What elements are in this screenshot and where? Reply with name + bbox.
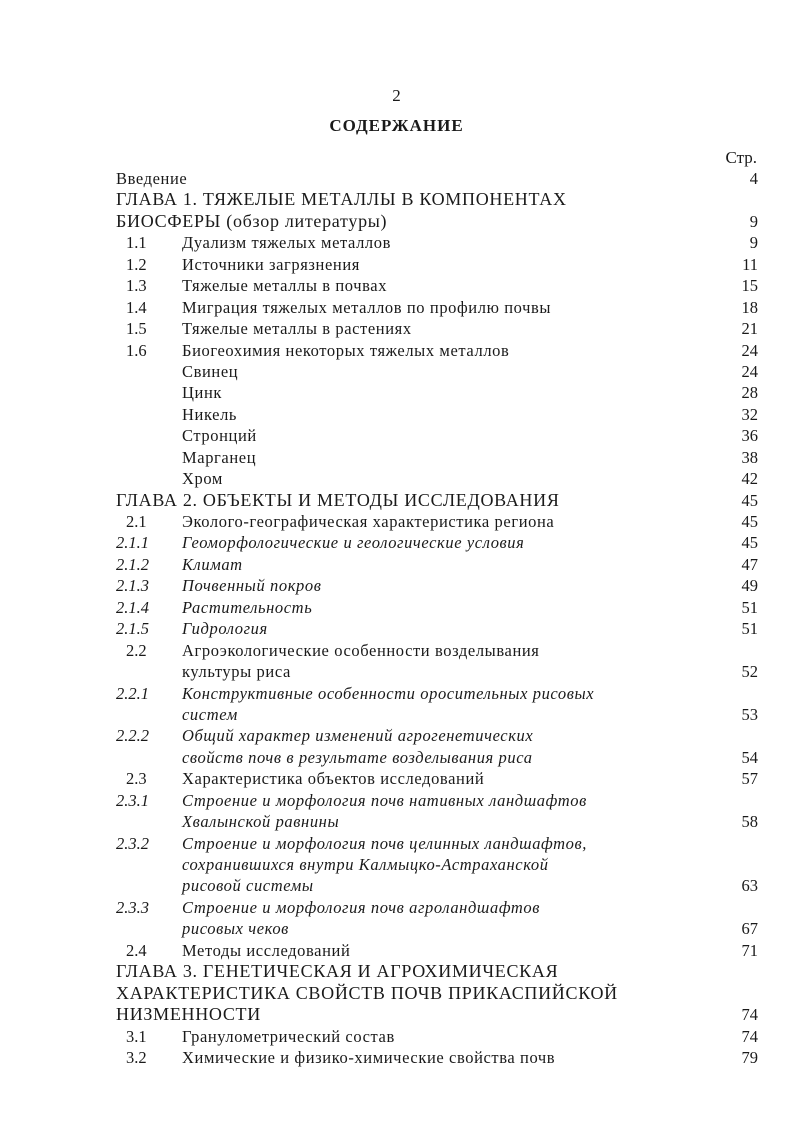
toc-entry-title: Гранулометрический состав [182, 1026, 395, 1046]
toc-entry-line [0, 425, 793, 446]
toc-entry-title: Хром [182, 469, 223, 489]
toc-entry-title: Эколого-географическая характеристика региона [182, 512, 555, 531]
toc-entry-title: рисовой системы [182, 876, 314, 896]
toc-entry-number: 2.1 [126, 512, 147, 531]
toc-entry-page: 11 [742, 254, 758, 274]
toc-entry-line [0, 811, 793, 832]
toc-entry-page: 24 [741, 361, 758, 381]
toc-entry-page: 15 [741, 276, 758, 296]
toc-entry-line [0, 468, 793, 489]
table-of-contents [0, 168, 793, 1068]
toc-entry-page: 45 [741, 533, 758, 553]
toc-entry-title: Общий характер изменений агрогенетических [182, 726, 534, 746]
toc-entry-page: 54 [741, 747, 758, 767]
toc-entry-page: 24 [741, 340, 758, 360]
toc-entry-number: 2.3.3 [116, 897, 149, 917]
toc-entry-title: Агроэкологические особенности возделывания [182, 640, 540, 660]
page-number: 2 [392, 86, 401, 105]
toc-entry-number: 1.2 [126, 254, 147, 274]
toc-entry-page: 74 [741, 1026, 758, 1046]
toc-entry-title: ГЛАВА 3. ГЕНЕТИЧЕСКАЯ И АГРОХИМИЧЕСКАЯ [116, 961, 559, 982]
toc-entry-number: 2.1.2 [116, 554, 149, 574]
toc-entry-page: 67 [741, 919, 758, 939]
toc-entry-number: 3.1 [126, 1026, 147, 1046]
toc-entry-page: 58 [741, 812, 758, 832]
toc-entry-line [0, 725, 793, 746]
toc-entry-line [0, 640, 793, 661]
toc-entry-page: 51 [741, 619, 758, 639]
toc-entry-title: рисовых чеков [182, 919, 289, 939]
toc-entry-line [0, 854, 793, 875]
toc-entry-page: 36 [741, 426, 758, 446]
toc-entry-title: Миграция тяжелых металлов по профилю почвы [182, 297, 552, 317]
toc-entry-line [0, 554, 793, 575]
toc-entry-line [0, 254, 793, 275]
toc-entry-page: 52 [741, 662, 758, 682]
toc-entry-title: Строение и морфология почв целинных ландшафтов, [182, 833, 588, 853]
toc-entry-title: ХАРАКТЕРИСТИКА СВОЙСТВ ПОЧВ ПРИКАСПИЙСКОЙ [116, 982, 618, 1003]
toc-entry-line [0, 168, 793, 189]
toc-entry-title: систем [182, 704, 238, 724]
toc-entry-title: Гидрология [182, 619, 268, 639]
toc-entry-page: 32 [741, 404, 758, 424]
toc-entry-page: 45 [741, 512, 758, 531]
toc-entry-title: Тяжелые металлы в растениях [182, 319, 412, 339]
toc-entry-number: 2.3.1 [116, 790, 149, 810]
toc-entry-line [0, 768, 793, 789]
toc-entry-page: 51 [741, 597, 758, 617]
toc-entry-page: 74 [741, 1005, 758, 1025]
toc-entry-line [0, 232, 793, 253]
toc-entry-line [0, 747, 793, 768]
toc-entry-page: 49 [741, 576, 758, 596]
toc-entry-line [0, 897, 793, 918]
toc-entry-line [0, 940, 793, 961]
toc-entry-title: ГЛАВА 1. ТЯЖЕЛЫЕ МЕТАЛЛЫ В КОМПОНЕНТАХ [116, 189, 567, 210]
toc-entry-page: 18 [741, 297, 758, 317]
toc-entry-number: 2.2 [126, 640, 147, 660]
toc-entry-number: 2.2.1 [116, 683, 149, 703]
toc-entry-line [0, 404, 793, 425]
toc-entry-number: 2.1.5 [116, 619, 149, 639]
toc-entry-line [0, 790, 793, 811]
toc-entry-title: Биогеохимия некоторых тяжелых металлов [182, 340, 510, 360]
toc-entry-page: 63 [741, 876, 758, 896]
toc-entry-title: Почвенный покров [182, 576, 322, 596]
toc-entry-page: 9 [749, 233, 758, 253]
toc-entry-line [0, 618, 793, 639]
toc-entry-page: 45 [741, 490, 758, 510]
toc-entry-line [0, 490, 793, 511]
toc-entry-title: Строение и морфология почв агроландшафтов [182, 897, 541, 917]
toc-entry-line [0, 340, 793, 361]
toc-entry-number: 1.4 [126, 297, 147, 317]
toc-entry-page: 4 [749, 169, 758, 188]
toc-entry-number: 2.4 [126, 940, 147, 960]
toc-entry-line [0, 961, 793, 982]
toc-entry-page: 57 [741, 769, 758, 789]
toc-entry-page: 9 [749, 211, 758, 231]
toc-entry-number: 2.3 [126, 769, 147, 789]
toc-entry-title: Марганец [182, 447, 257, 467]
toc-entry-title: культуры риса [182, 662, 291, 682]
toc-entry-title: Климат [182, 554, 243, 574]
toc-entry-line [0, 1004, 793, 1025]
toc-entry-line [0, 875, 793, 896]
toc-entry-title: Хвалынской равнины [182, 812, 340, 832]
toc-entry-page: 53 [741, 704, 758, 724]
toc-entry-title: Тяжелые металлы в почвах [182, 276, 388, 296]
toc-entry-title: Стронций [182, 426, 257, 446]
toc-entry-number: 2.1.1 [116, 533, 149, 553]
toc-entry-line [0, 575, 793, 596]
toc-entry-title: ГЛАВА 2. ОБЪЕКТЫ И МЕТОДЫ ИССЛЕДОВАНИЯ [116, 489, 560, 510]
toc-entry-title: свойств почв в результате возделывания риса [182, 747, 533, 767]
toc-entry-line [0, 511, 793, 532]
toc-entry-title: Строение и морфология почв нативных ландшафтов [182, 790, 587, 810]
toc-entry-line [0, 318, 793, 339]
toc-entry-title: Конструктивные особенности оросительных рисовых [182, 683, 595, 703]
toc-entry-line [0, 211, 793, 232]
toc-entry-title: НИЗМЕННОСТИ [116, 1004, 261, 1025]
toc-entry-line [0, 275, 793, 296]
toc-entry-number: 1.5 [126, 319, 147, 339]
toc-entry-title: Источники загрязнения [182, 254, 360, 274]
toc-entry-title: Дуализм тяжелых металлов [182, 233, 392, 253]
toc-entry-line [0, 918, 793, 939]
toc-entry-page: 47 [741, 554, 758, 574]
toc-entry-number: 1.3 [126, 276, 147, 296]
toc-entry-title: Введение [116, 169, 188, 188]
toc-entry-title: Методы исследований [182, 940, 351, 960]
toc-entry-page: 71 [741, 940, 758, 960]
toc-entry-title: Цинк [182, 383, 222, 403]
toc-entry-line [0, 683, 793, 704]
page-column-header: Стр. [725, 148, 757, 167]
toc-entry-line [0, 661, 793, 682]
toc-entry-number: 2.1.3 [116, 576, 149, 596]
toc-entry-number: 2.2.2 [116, 726, 149, 746]
toc-entry-number: 1.6 [126, 340, 147, 360]
toc-entry-line [0, 597, 793, 618]
toc-entry-title: сохранившихся внутри Калмыцко-Астраханской [182, 855, 549, 874]
toc-entry-number: 3.2 [126, 1047, 147, 1067]
toc-entry-line [0, 1026, 793, 1047]
toc-entry-line [0, 704, 793, 725]
toc-entry-page: 42 [741, 469, 758, 489]
page-title: СОДЕРЖАНИЕ [329, 116, 464, 135]
toc-entry-title: Геоморфологические и геологические условия [182, 533, 525, 553]
toc-entry-line [0, 382, 793, 403]
toc-entry-line [0, 1047, 793, 1068]
toc-entry-page: 21 [741, 319, 758, 339]
toc-entry-line [0, 361, 793, 382]
toc-entry-page: 38 [741, 447, 758, 467]
toc-entry-line [0, 297, 793, 318]
toc-entry-line [0, 532, 793, 553]
toc-entry-line [0, 833, 793, 854]
toc-entry-line [0, 447, 793, 468]
toc-entry-title: БИОСФЕРЫ (обзор литературы) [116, 210, 388, 231]
toc-entry-number: 2.3.2 [116, 833, 149, 853]
toc-entry-title: Характеристика объектов исследований [182, 769, 485, 789]
toc-entry-title: Свинец [182, 361, 239, 381]
toc-entry-line [0, 983, 793, 1004]
toc-entry-number: 2.1.4 [116, 597, 149, 617]
toc-entry-page: 28 [741, 383, 758, 403]
toc-entry-number: 1.1 [126, 233, 147, 253]
toc-entry-page: 79 [741, 1047, 758, 1067]
toc-entry-title: Никель [182, 404, 238, 424]
toc-entry-title: Химические и физико-химические свойства почв [182, 1047, 556, 1067]
toc-entry-line [0, 189, 793, 210]
toc-entry-title: Растительность [182, 597, 313, 617]
